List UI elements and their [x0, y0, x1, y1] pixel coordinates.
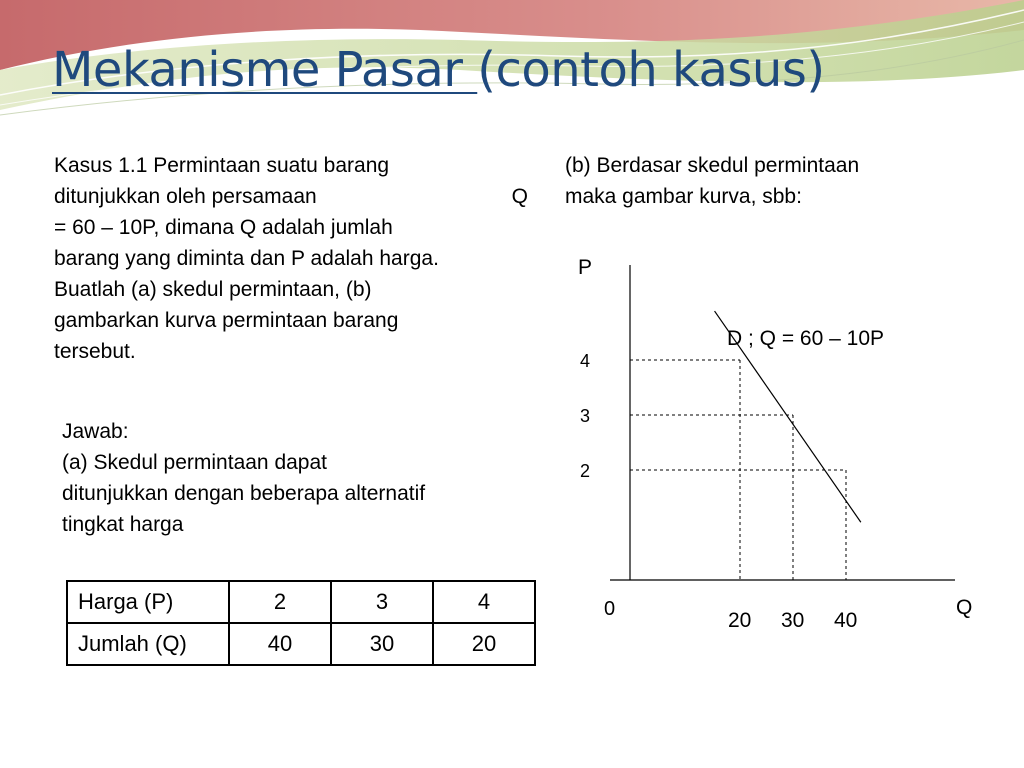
- answer-line: (a) Skedul permintaan dapat: [62, 451, 327, 474]
- table-cell: 40: [229, 623, 331, 665]
- demand-curve-chart: [560, 240, 990, 640]
- title-underlined: Mekanisme Pasar: [52, 42, 478, 98]
- table-cell: 3: [331, 581, 433, 623]
- table-row: [67, 623, 535, 665]
- answer-line: ditunjukkan dengan beberapa alternatif: [62, 482, 426, 505]
- page-title: [52, 42, 825, 98]
- row-header: Harga (P): [67, 581, 229, 623]
- y-axis-label: P: [578, 256, 593, 279]
- origin-label: 0: [604, 598, 616, 620]
- answer-line: tingkat harga: [62, 513, 184, 536]
- case-line: gambarkan kurva permintaan barang: [54, 309, 399, 332]
- case-line: Q: [511, 185, 528, 208]
- case-line: Buatlah (a) skedul permintaan, (b): [54, 278, 372, 301]
- curve-equation-label: D ; Q = 60 – 10P: [727, 327, 885, 350]
- title-rest: (contoh kasus): [477, 42, 825, 98]
- case-line-justified: [54, 181, 528, 212]
- instruction-line: maka gambar kurva, sbb:: [565, 185, 802, 208]
- x-tick-label: 30: [781, 609, 805, 632]
- y-tick-label: 3: [580, 406, 591, 426]
- answer-line: Jawab:: [62, 420, 129, 443]
- demand-schedule-table: [66, 580, 536, 666]
- y-tick-label: 2: [580, 461, 591, 481]
- case-description: [54, 150, 530, 367]
- case-line: Kasus 1.1 Permintaan suatu barang: [54, 154, 390, 177]
- x-tick-label: 20: [728, 609, 752, 632]
- instruction-line: (b) Berdasar skedul permintaan: [565, 154, 860, 177]
- case-line: = 60 – 10P, dimana Q adalah jumlah: [54, 216, 393, 239]
- table-row: [67, 581, 535, 623]
- case-line: tersebut.: [54, 340, 136, 363]
- answer-text: [62, 416, 522, 540]
- table-cell: 2: [229, 581, 331, 623]
- x-axis-label: Q: [956, 596, 973, 619]
- case-line: ditunjukkan oleh persamaan: [54, 185, 317, 208]
- curve-instruction: [565, 150, 965, 212]
- y-tick-label: 4: [580, 351, 591, 371]
- table-cell: 30: [331, 623, 433, 665]
- row-header: Jumlah (Q): [67, 623, 229, 665]
- x-tick-label: 40: [834, 609, 858, 632]
- case-line: barang yang diminta dan P adalah harga.: [54, 247, 439, 270]
- table-cell: 4: [433, 581, 535, 623]
- table-cell: 20: [433, 623, 535, 665]
